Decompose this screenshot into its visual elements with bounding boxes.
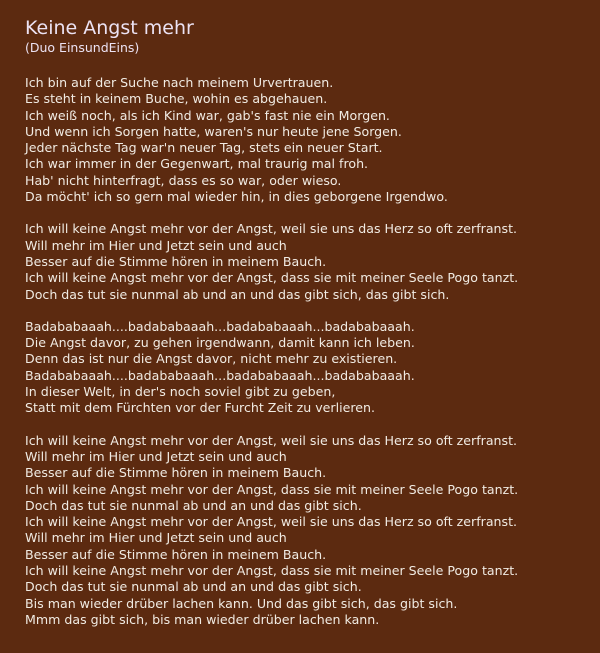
stanza-3	[25, 319, 600, 417]
lyric-line: Besser auf die Stimme hören in meinem Bauch.	[25, 465, 327, 481]
lyric-line: Ich will keine Angst mehr vor der Angst, weil sie uns das Herz so oft zerfranst.	[25, 514, 518, 530]
lyric-line: Mmm das gibt sich, bis man wieder drüber lachen kann.	[25, 611, 380, 627]
lyric-line: Die Angst davor, zu gehen irgendwann, damit kann ich leben.	[25, 335, 415, 351]
lyric-line: Da möcht' ich so gern mal wieder hin, in dies geborgene Irgendwo.	[25, 189, 448, 205]
lyric-line: In dieser Welt, in der's noch soviel gibt zu geben,	[25, 384, 336, 400]
lyric-line: Ich will keine Angst mehr vor der Angst, dass sie mit meiner Seele Pogo tanzt.	[25, 563, 519, 579]
stanza-4	[25, 433, 600, 629]
lyric-line: Hab' nicht hinterfragt, dass es so war, oder wieso.	[25, 172, 342, 188]
lyric-line: Ich will keine Angst mehr vor der Angst, dass sie mit meiner Seele Pogo tanzt.	[25, 270, 519, 286]
lyric-line: Statt mit dem Fürchten vor der Furcht Zeit zu verlieren.	[25, 400, 375, 416]
lyric-line: Und wenn ich Sorgen hatte, waren's nur heute jene Sorgen.	[25, 123, 402, 139]
lyric-line: Will mehr im Hier und Jetzt sein und auch	[25, 448, 287, 464]
lyric-line: Ich weiß noch, als ich Kind war, gab's fast nie ein Morgen.	[25, 107, 390, 123]
stanza-2	[25, 221, 600, 302]
lyric-line: Will mehr im Hier und Jetzt sein und auch	[25, 237, 287, 253]
song-artist: (Duo EinsundEins)	[25, 40, 140, 55]
lyric-line: Ich will keine Angst mehr vor der Angst, weil sie uns das Herz so oft zerfranst.	[25, 432, 518, 448]
lyric-line: Ich will keine Angst mehr vor der Angst, dass sie mit meiner Seele Pogo tanzt.	[25, 481, 519, 497]
song-title: Keine Angst mehr	[25, 17, 194, 39]
lyric-line: Besser auf die Stimme hören in meinem Bauch.	[25, 546, 327, 562]
lyric-line: Ich bin auf der Suche nach meinem Urvertrauen.	[25, 75, 334, 90]
lyric-line: Badababaaah....badababaaah...badababaaah...badababaaah.	[25, 367, 415, 383]
lyric-line: Denn das ist nur die Angst davor, nicht mehr zu existieren.	[25, 351, 398, 367]
lyric-line: Doch das tut sie nunmal ab und an und das gibt sich.	[25, 579, 362, 595]
stanza-1	[25, 75, 600, 205]
lyric-line: Bis man wieder drüber lachen kann. Und das gibt sich, das gibt sich.	[25, 595, 458, 611]
lyric-line: Doch das tut sie nunmal ab und an und das gibt sich, das gibt sich.	[25, 286, 450, 302]
lyric-line: Ich will keine Angst mehr vor der Angst, weil sie uns das Herz so oft zerfranst.	[25, 221, 518, 237]
lyric-line: Will mehr im Hier und Jetzt sein und auch	[25, 530, 287, 546]
lyric-line: Jeder nächste Tag war'n neuer Tag, stets ein neuer Start.	[25, 140, 383, 156]
lyric-line: Doch das tut sie nunmal ab und an und das gibt sich.	[25, 497, 362, 513]
lyric-line: Besser auf die Stimme hören in meinem Bauch.	[25, 253, 327, 269]
lyric-line: Badababaaah....badababaaah...badababaaah...badababaaah.	[25, 318, 415, 334]
lyric-line: Es steht in keinem Buche, wohin es abgehauen.	[25, 91, 328, 107]
lyric-line: Ich war immer in der Gegenwart, mal traurig mal froh.	[25, 156, 369, 172]
